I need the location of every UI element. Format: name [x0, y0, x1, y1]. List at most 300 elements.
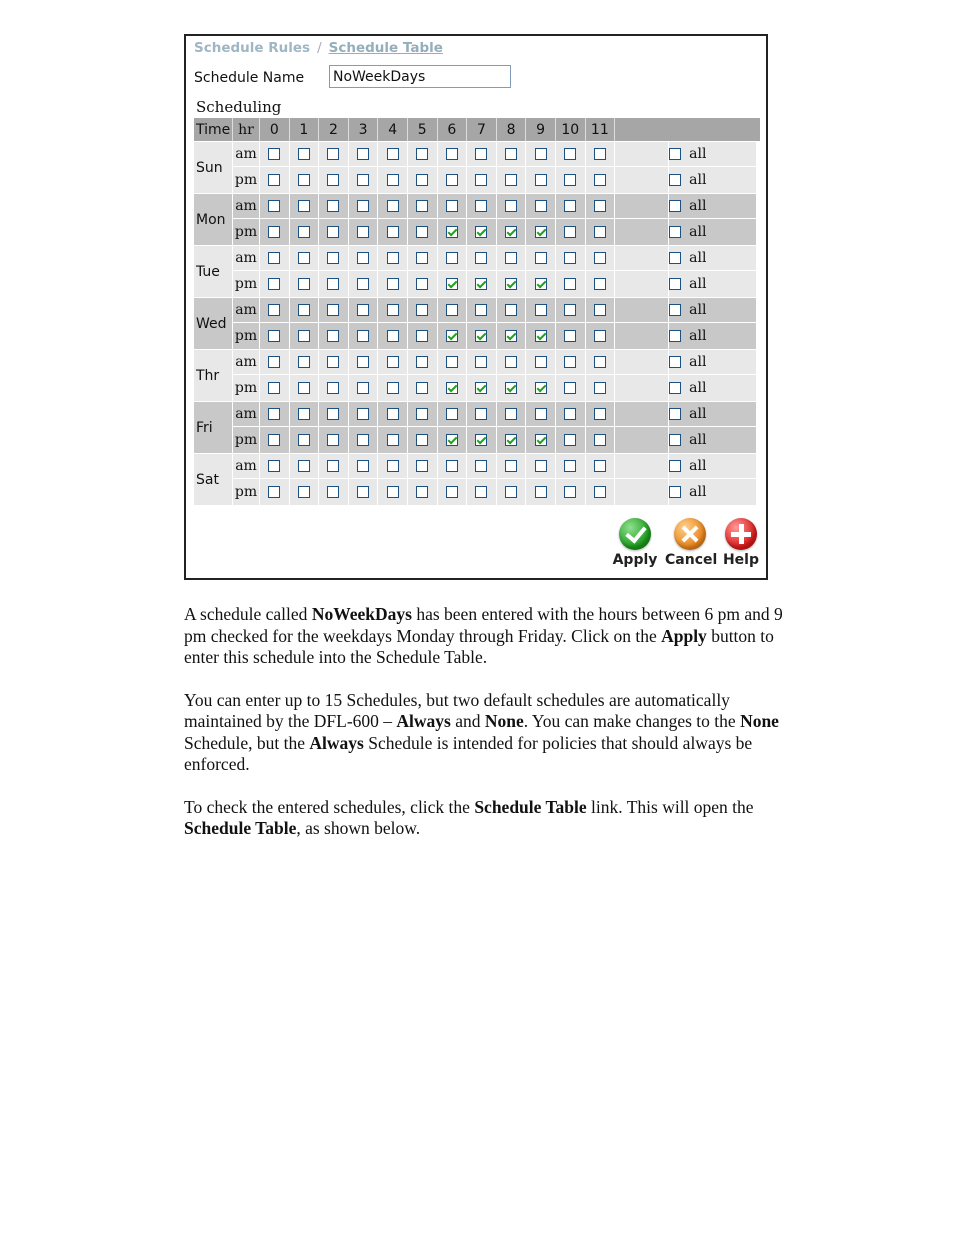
hour-checkbox[interactable]: [594, 174, 606, 186]
row-spacer: [615, 323, 669, 349]
hour-checkbox[interactable]: [564, 382, 576, 394]
hour-cell: [260, 142, 290, 166]
row-spacer: [615, 350, 669, 374]
hour-checkbox[interactable]: [505, 252, 517, 264]
hour-checkbox[interactable]: [446, 382, 458, 394]
hour-checkbox[interactable]: [446, 226, 458, 238]
day-label: Wed: [194, 297, 233, 349]
all-checkbox[interactable]: [669, 486, 681, 498]
hour-checkbox[interactable]: [357, 278, 369, 290]
hour-checkbox[interactable]: [416, 434, 428, 446]
hour-checkbox[interactable]: [505, 382, 517, 394]
hour-checkbox[interactable]: [268, 408, 280, 420]
all-checkbox[interactable]: [669, 460, 681, 472]
schedule-name-label: Schedule Name: [194, 70, 305, 86]
hour-checkbox[interactable]: [594, 356, 606, 368]
apply-button[interactable]: [610, 518, 660, 568]
hour-checkbox[interactable]: [357, 200, 369, 212]
hour-cell: [378, 375, 408, 401]
hour-checkbox[interactable]: [446, 252, 458, 264]
hour-checkbox[interactable]: [594, 330, 606, 342]
header-hour-8: 8: [497, 118, 527, 141]
hour-checkbox[interactable]: [475, 148, 487, 160]
hour-checkbox[interactable]: [446, 148, 458, 160]
hour-checkbox[interactable]: [298, 200, 310, 212]
hour-checkbox[interactable]: [387, 408, 399, 420]
hour-checkbox[interactable]: [327, 278, 339, 290]
hour-cell: [497, 454, 527, 478]
hour-cell: [319, 246, 349, 270]
all-cell: [669, 142, 756, 166]
hour-checkbox[interactable]: [268, 434, 280, 446]
hour-cell: [378, 402, 408, 426]
hour-checkbox[interactable]: [475, 200, 487, 212]
row-spacer: [615, 402, 669, 426]
hour-cell: [408, 375, 438, 401]
all-checkbox[interactable]: [669, 408, 681, 420]
hour-checkbox[interactable]: [475, 304, 487, 316]
hour-cell: [349, 375, 379, 401]
hour-cell: [319, 298, 349, 322]
all-label: all: [689, 198, 707, 214]
hour-cell: [378, 350, 408, 374]
schedule-row: [233, 141, 756, 166]
hour-checkbox[interactable]: [357, 148, 369, 160]
hour-cell: [497, 246, 527, 270]
hour-checkbox[interactable]: [505, 486, 517, 498]
hour-checkbox[interactable]: [357, 252, 369, 264]
header-hour-6: 6: [438, 118, 468, 141]
all-cell: [669, 271, 756, 297]
hour-cell: [438, 454, 468, 478]
hour-checkbox[interactable]: [564, 174, 576, 186]
hour-checkbox[interactable]: [298, 148, 310, 160]
hour-checkbox[interactable]: [416, 382, 428, 394]
hour-checkbox[interactable]: [327, 408, 339, 420]
hour-checkbox[interactable]: [327, 252, 339, 264]
hour-checkbox[interactable]: [387, 252, 399, 264]
hour-cell: [349, 219, 379, 245]
hour-checkbox[interactable]: [594, 486, 606, 498]
hour-checkbox[interactable]: [535, 174, 547, 186]
all-cell: [669, 375, 756, 401]
hour-checkbox[interactable]: [446, 460, 458, 472]
hour-checkbox[interactable]: [298, 460, 310, 472]
hour-cell: [438, 298, 468, 322]
hour-checkbox[interactable]: [505, 356, 517, 368]
hour-checkbox[interactable]: [298, 382, 310, 394]
hour-cell: [290, 142, 320, 166]
hour-checkbox[interactable]: [298, 252, 310, 264]
hour-checkbox[interactable]: [446, 356, 458, 368]
hour-checkbox[interactable]: [535, 460, 547, 472]
hour-checkbox[interactable]: [387, 304, 399, 316]
hour-checkbox[interactable]: [594, 148, 606, 160]
hour-checkbox[interactable]: [446, 486, 458, 498]
hour-checkbox[interactable]: [535, 226, 547, 238]
hour-checkbox[interactable]: [564, 226, 576, 238]
hour-checkbox[interactable]: [357, 330, 369, 342]
hour-checkbox[interactable]: [416, 174, 428, 186]
hour-checkbox[interactable]: [594, 408, 606, 420]
all-cell: [669, 402, 756, 426]
hour-cell: [260, 271, 290, 297]
period-label: am: [233, 350, 260, 374]
hour-checkbox[interactable]: [535, 486, 547, 498]
bold-text: NoWeekDays: [311, 604, 412, 624]
hour-cell: [408, 454, 438, 478]
schedule-panel: [184, 34, 768, 580]
hour-checkbox[interactable]: [416, 304, 428, 316]
hour-checkbox[interactable]: [535, 408, 547, 420]
hour-checkbox[interactable]: [475, 356, 487, 368]
hour-checkbox[interactable]: [446, 434, 458, 446]
schedule-name-input[interactable]: [329, 65, 511, 88]
hour-checkbox[interactable]: [268, 148, 280, 160]
hour-checkbox[interactable]: [535, 434, 547, 446]
help-button[interactable]: [716, 518, 766, 568]
hour-checkbox[interactable]: [505, 174, 517, 186]
hour-checkbox[interactable]: [475, 434, 487, 446]
hour-checkbox[interactable]: [535, 148, 547, 160]
hour-checkbox[interactable]: [564, 434, 576, 446]
hour-cell: [586, 323, 616, 349]
text: link. This will open the: [586, 796, 754, 817]
hour-checkbox[interactable]: [298, 330, 310, 342]
hour-cell: [556, 298, 586, 322]
hour-cell: [260, 427, 290, 453]
hour-checkbox[interactable]: [505, 460, 517, 472]
day-group-wed: [194, 297, 760, 349]
hour-checkbox[interactable]: [505, 408, 517, 420]
hour-cell: [467, 219, 497, 245]
hour-checkbox[interactable]: [387, 434, 399, 446]
hour-cell: [319, 271, 349, 297]
row-spacer: [615, 427, 669, 453]
bold-text: None: [484, 711, 524, 731]
hour-cell: [586, 219, 616, 245]
hour-checkbox[interactable]: [268, 200, 280, 212]
hour-cell: [349, 454, 379, 478]
hour-cell: [556, 479, 586, 505]
hour-checkbox[interactable]: [357, 486, 369, 498]
hour-checkbox[interactable]: [416, 486, 428, 498]
hour-cell: [586, 402, 616, 426]
hour-checkbox[interactable]: [298, 304, 310, 316]
hour-checkbox[interactable]: [564, 304, 576, 316]
hour-checkbox[interactable]: [387, 356, 399, 368]
hour-checkbox[interactable]: [387, 148, 399, 160]
hour-checkbox[interactable]: [387, 330, 399, 342]
hour-checkbox[interactable]: [298, 226, 310, 238]
hour-checkbox[interactable]: [268, 226, 280, 238]
hour-checkbox[interactable]: [416, 200, 428, 212]
hour-cell: [349, 323, 379, 349]
all-checkbox[interactable]: [669, 382, 681, 394]
description-paragraph-1: [184, 604, 784, 669]
hour-cell: [586, 479, 616, 505]
all-cell: [669, 167, 756, 193]
hour-checkbox[interactable]: [505, 278, 517, 290]
row-spacer: [615, 375, 669, 401]
hour-checkbox[interactable]: [594, 382, 606, 394]
hour-checkbox[interactable]: [594, 278, 606, 290]
hour-checkbox[interactable]: [594, 226, 606, 238]
hour-cell: [408, 402, 438, 426]
hour-checkbox[interactable]: [327, 434, 339, 446]
hour-checkbox[interactable]: [327, 330, 339, 342]
hour-checkbox[interactable]: [327, 148, 339, 160]
hour-cell: [467, 298, 497, 322]
hour-checkbox[interactable]: [564, 148, 576, 160]
day-label: Sat: [194, 453, 233, 505]
hour-checkbox[interactable]: [505, 304, 517, 316]
hour-checkbox[interactable]: [387, 200, 399, 212]
hour-cell: [556, 142, 586, 166]
hour-checkbox[interactable]: [416, 408, 428, 420]
hour-checkbox[interactable]: [446, 408, 458, 420]
hour-checkbox[interactable]: [298, 356, 310, 368]
hour-checkbox[interactable]: [564, 486, 576, 498]
all-label: all: [689, 224, 707, 240]
hour-checkbox[interactable]: [357, 460, 369, 472]
hour-checkbox[interactable]: [268, 330, 280, 342]
hour-checkbox[interactable]: [416, 460, 428, 472]
hour-checkbox[interactable]: [416, 252, 428, 264]
all-label: all: [689, 172, 707, 188]
all-checkbox[interactable]: [669, 148, 681, 160]
day-group-mon: [194, 193, 760, 245]
hour-checkbox[interactable]: [298, 174, 310, 186]
hour-checkbox[interactable]: [535, 252, 547, 264]
hour-checkbox[interactable]: [387, 226, 399, 238]
hour-checkbox[interactable]: [357, 174, 369, 186]
hour-checkbox[interactable]: [268, 486, 280, 498]
hour-checkbox[interactable]: [387, 486, 399, 498]
hour-checkbox[interactable]: [357, 356, 369, 368]
hour-checkbox[interactable]: [357, 226, 369, 238]
hour-cell: [556, 427, 586, 453]
all-cell: [669, 350, 756, 374]
hour-checkbox[interactable]: [357, 304, 369, 316]
help-icon: [725, 518, 757, 550]
hour-checkbox[interactable]: [594, 200, 606, 212]
hour-checkbox[interactable]: [327, 486, 339, 498]
all-label: all: [689, 302, 707, 318]
hour-checkbox[interactable]: [505, 330, 517, 342]
all-checkbox[interactable]: [669, 226, 681, 238]
schedule-row: [233, 426, 756, 453]
all-label: all: [689, 380, 707, 396]
hour-checkbox[interactable]: [416, 226, 428, 238]
hour-checkbox[interactable]: [535, 330, 547, 342]
description: [184, 604, 784, 861]
all-checkbox[interactable]: [669, 330, 681, 342]
hour-checkbox[interactable]: [505, 226, 517, 238]
hour-checkbox[interactable]: [268, 460, 280, 472]
hour-cell: [467, 479, 497, 505]
hour-checkbox[interactable]: [594, 434, 606, 446]
hour-checkbox[interactable]: [357, 434, 369, 446]
hour-checkbox[interactable]: [475, 226, 487, 238]
all-checkbox[interactable]: [669, 174, 681, 186]
row-spacer: [615, 194, 669, 218]
hour-checkbox[interactable]: [327, 304, 339, 316]
hour-checkbox[interactable]: [387, 382, 399, 394]
bold-text: Always: [309, 732, 364, 753]
hour-checkbox[interactable]: [505, 200, 517, 212]
hour-cell: [526, 323, 556, 349]
hour-checkbox[interactable]: [475, 278, 487, 290]
hour-checkbox[interactable]: [594, 460, 606, 472]
header-hour-2: 2: [319, 118, 349, 141]
hour-checkbox[interactable]: [327, 226, 339, 238]
hour-checkbox[interactable]: [446, 200, 458, 212]
day-group-sat: [194, 453, 760, 505]
hour-checkbox[interactable]: [298, 278, 310, 290]
hour-cell: [467, 142, 497, 166]
period-label: pm: [233, 167, 260, 193]
period-label: am: [233, 402, 260, 426]
hour-cell: [497, 194, 527, 218]
hour-checkbox[interactable]: [268, 278, 280, 290]
hour-cell: [408, 246, 438, 270]
period-label: pm: [233, 479, 260, 505]
hour-cell: [497, 323, 527, 349]
hour-checkbox[interactable]: [505, 148, 517, 160]
hour-checkbox[interactable]: [298, 408, 310, 420]
hour-checkbox[interactable]: [387, 174, 399, 186]
hour-checkbox[interactable]: [594, 252, 606, 264]
hour-cell: [378, 271, 408, 297]
header-hour-9: 9: [526, 118, 556, 141]
period-label: am: [233, 454, 260, 478]
text: To check the entered schedules, click the: [184, 796, 475, 817]
schedule-table-link[interactable]: Schedule Table: [328, 40, 443, 56]
header-hour-7: 7: [467, 118, 497, 141]
hour-checkbox[interactable]: [535, 304, 547, 316]
hour-checkbox[interactable]: [357, 408, 369, 420]
hour-cell: [497, 219, 527, 245]
all-checkbox[interactable]: [669, 434, 681, 446]
hour-cell: [438, 271, 468, 297]
hour-checkbox[interactable]: [416, 356, 428, 368]
hour-checkbox[interactable]: [505, 434, 517, 446]
hour-checkbox[interactable]: [446, 278, 458, 290]
all-checkbox[interactable]: [669, 356, 681, 368]
hour-cell: [586, 142, 616, 166]
hour-checkbox[interactable]: [535, 278, 547, 290]
hour-checkbox[interactable]: [564, 356, 576, 368]
all-checkbox[interactable]: [669, 200, 681, 212]
hour-cell: [526, 454, 556, 478]
cancel-icon: [674, 518, 706, 550]
all-label: all: [689, 146, 707, 162]
hour-checkbox[interactable]: [387, 278, 399, 290]
breadcrumb-schedule-rules: Schedule Rules: [194, 40, 311, 56]
hour-checkbox[interactable]: [298, 486, 310, 498]
all-cell: [669, 427, 756, 453]
schedule-row: [233, 349, 756, 374]
all-checkbox[interactable]: [669, 252, 681, 264]
hour-checkbox[interactable]: [268, 174, 280, 186]
hour-checkbox[interactable]: [535, 356, 547, 368]
hour-checkbox[interactable]: [327, 174, 339, 186]
hour-cell: [586, 167, 616, 193]
day-group-fri: [194, 401, 760, 453]
hour-checkbox[interactable]: [298, 434, 310, 446]
hour-checkbox[interactable]: [446, 174, 458, 186]
cancel-button[interactable]: [665, 518, 718, 568]
hour-cell: [260, 375, 290, 401]
hour-checkbox[interactable]: [535, 382, 547, 394]
hour-checkbox[interactable]: [564, 278, 576, 290]
hour-cell: [556, 402, 586, 426]
hour-checkbox[interactable]: [475, 486, 487, 498]
schedule-row: [233, 374, 756, 401]
hour-checkbox[interactable]: [268, 382, 280, 394]
hour-checkbox[interactable]: [416, 148, 428, 160]
text: , as shown below.: [296, 818, 421, 838]
all-checkbox[interactable]: [669, 278, 681, 290]
hour-checkbox[interactable]: [446, 304, 458, 316]
schedule-row: [233, 245, 756, 270]
hour-checkbox[interactable]: [327, 460, 339, 472]
hour-cell: [526, 350, 556, 374]
all-label: all: [689, 458, 707, 474]
hour-checkbox[interactable]: [535, 200, 547, 212]
hour-checkbox[interactable]: [475, 330, 487, 342]
hour-checkbox[interactable]: [475, 408, 487, 420]
hour-checkbox[interactable]: [475, 382, 487, 394]
hour-checkbox[interactable]: [268, 252, 280, 264]
hour-checkbox[interactable]: [475, 252, 487, 264]
hour-checkbox[interactable]: [564, 252, 576, 264]
schedule-row: [233, 193, 756, 218]
hour-checkbox[interactable]: [387, 460, 399, 472]
hour-checkbox[interactable]: [416, 330, 428, 342]
all-checkbox[interactable]: [669, 304, 681, 316]
hour-checkbox[interactable]: [564, 408, 576, 420]
schedule-row: [233, 218, 756, 245]
hour-checkbox[interactable]: [268, 304, 280, 316]
hour-cell: [349, 167, 379, 193]
hour-checkbox[interactable]: [564, 460, 576, 472]
hour-cell: [378, 323, 408, 349]
hour-cell: [260, 246, 290, 270]
hour-checkbox[interactable]: [416, 278, 428, 290]
hour-checkbox[interactable]: [446, 330, 458, 342]
hour-checkbox[interactable]: [475, 174, 487, 186]
hour-checkbox[interactable]: [327, 382, 339, 394]
hour-cell: [556, 246, 586, 270]
hour-checkbox[interactable]: [475, 460, 487, 472]
all-label: all: [689, 328, 707, 344]
hour-checkbox[interactable]: [357, 382, 369, 394]
hour-cell: [408, 271, 438, 297]
all-label: all: [689, 276, 707, 292]
hour-checkbox[interactable]: [327, 356, 339, 368]
hour-checkbox[interactable]: [268, 356, 280, 368]
hour-checkbox[interactable]: [564, 200, 576, 212]
header-hour-5: 5: [408, 118, 438, 141]
description-paragraph-3: [184, 797, 784, 840]
hour-cell: [586, 246, 616, 270]
day-label: Fri: [194, 401, 233, 453]
hour-checkbox[interactable]: [594, 304, 606, 316]
hour-checkbox[interactable]: [327, 200, 339, 212]
hour-checkbox[interactable]: [564, 330, 576, 342]
